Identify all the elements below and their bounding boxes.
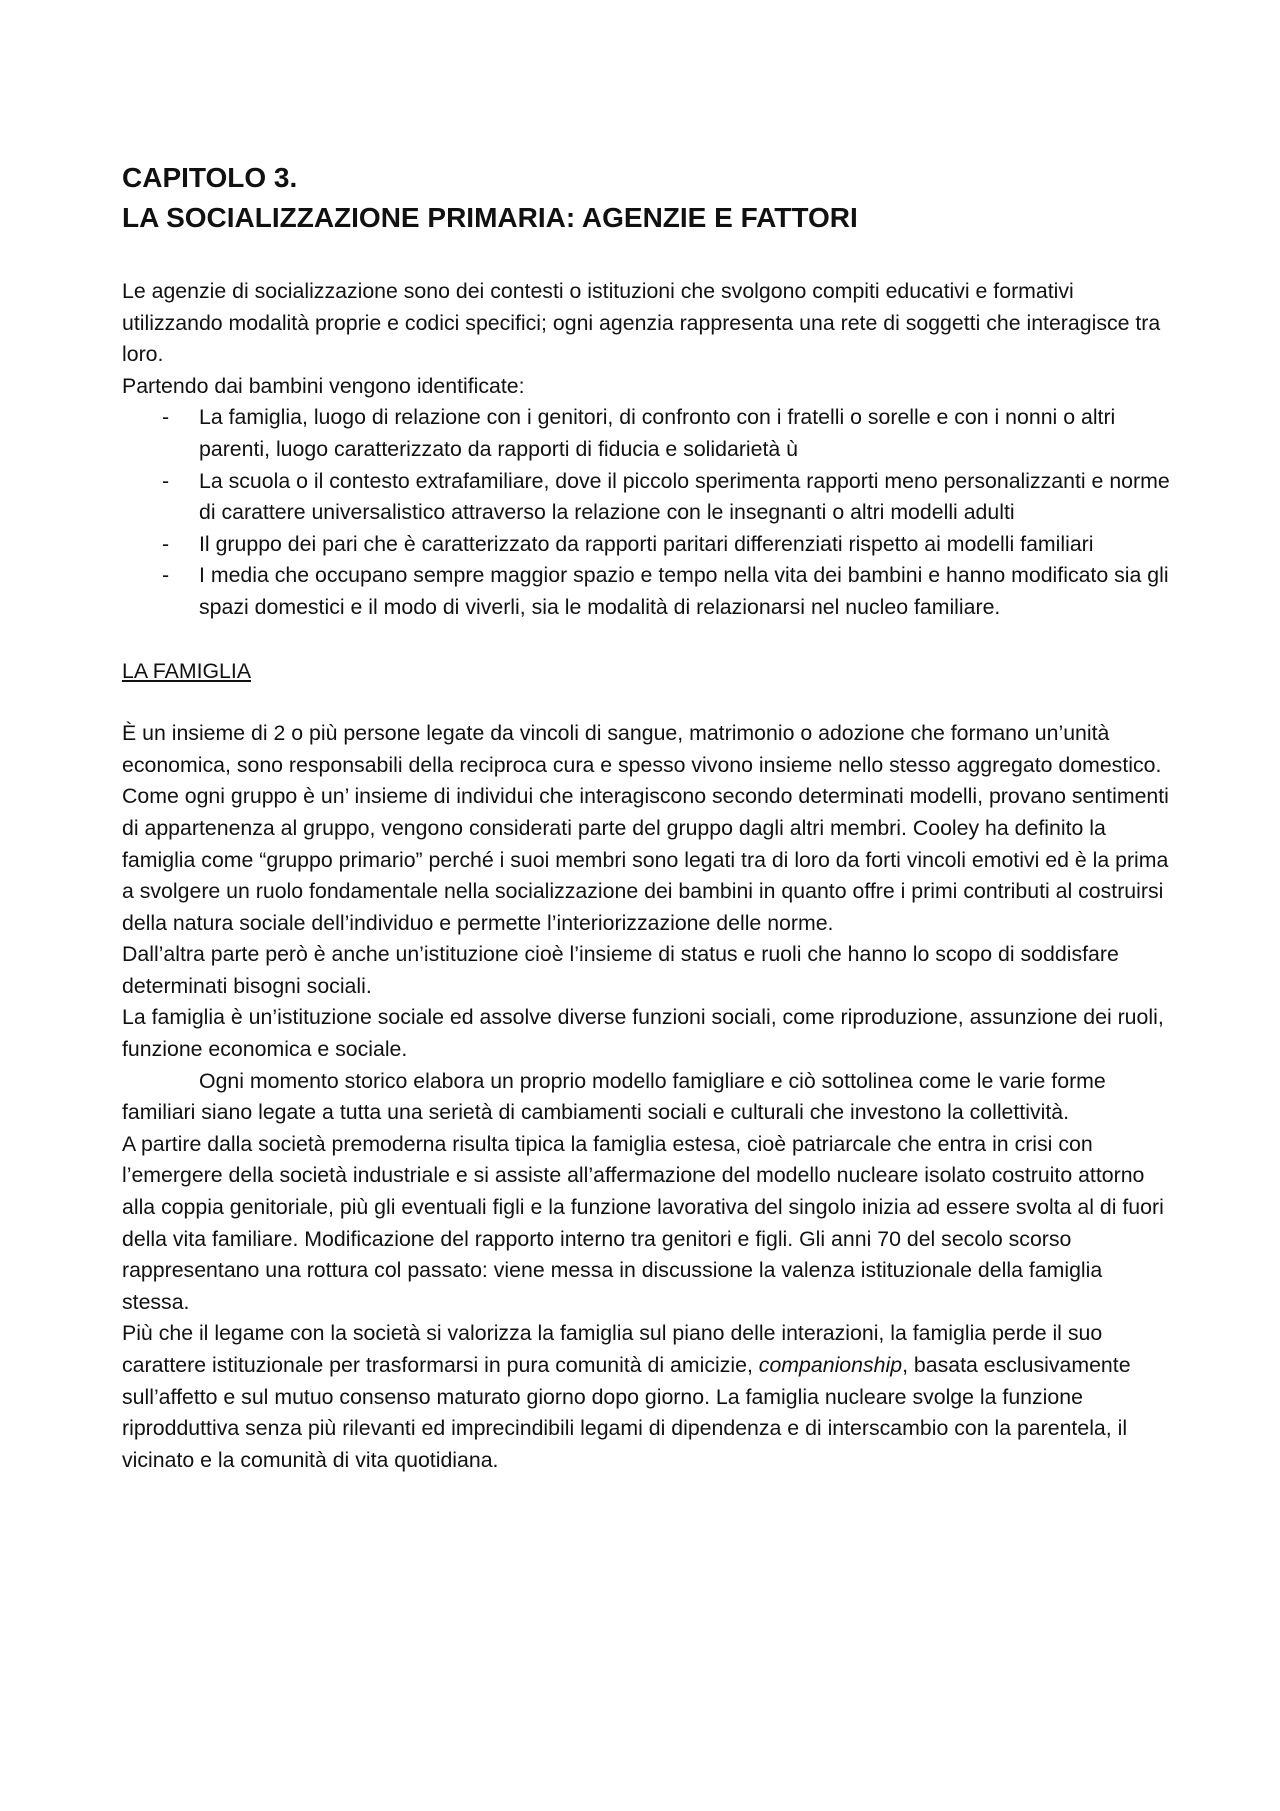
bullet-dash: - bbox=[162, 468, 170, 493]
list-item bbox=[122, 560, 1172, 623]
bullet-dash: - bbox=[162, 531, 170, 556]
chapter-title: LA SOCIALIZZAZIONE PRIMARIA: AGENZIE E FATTORI bbox=[122, 202, 858, 233]
famiglia-paragraph-5: A partire dalla società premoderna risulta tipica la famiglia estesa, cioè patriarcale che entra in crisi con l’emergere della società industriale e si assiste all’affermazione del modello nucleare isolato costruito attorno alla coppia genitoriale, più gli eventuali figli e la funzione lavorativa del singolo inizia ad essere svolta al di fuori della vita familiare. Modificazione del rapporto interno tra genitori e figli. Gli anni 70 del secolo scorso rappresentano una rottura col passato: viene messa in discussione la valenza istituzionale della famiglia stessa. bbox=[122, 1131, 1164, 1314]
famiglia-paragraph-2: Dall’altra parte però è anche un’istituzione cioè l’insieme di status e ruoli che hanno lo scopo di soddisfare determinati bisogni sociali. bbox=[122, 942, 1119, 998]
bullet-dash: - bbox=[162, 405, 170, 430]
blank-line bbox=[122, 624, 1172, 656]
list-item bbox=[122, 466, 1172, 529]
list-item bbox=[122, 529, 1172, 561]
famiglia-paragraph-1: È un insieme di 2 o più persone legate da vincoli di sangue, matrimonio o adozione che formano un’unità economica, sono responsabili della reciproca cura e spesso vivono insieme nello stesso aggregato domestico. Come ogni gruppo è un’ insieme di individui che interagiscono secondo determinati modelli, provano sentimenti di appartenenza al gruppo, vengono considerati parte del gruppo dagli altri membri. Cooley ha definito la famiglia come “gruppo primario” perché i suoi membri sono legati tra di loro da forti vincoli emotivi ed è la prima a svolgere un ruolo fondamentale nella socializzazione dei bambini in quanto offre i primi contributi al costruirsi della natura sociale dell’individuo e permette l’interiorizzazione delle norme. bbox=[122, 721, 1169, 935]
famiglia-paragraph-4: Ogni momento storico elabora un proprio modello famigliare e ciò sottolinea come le varie forme familiari siano legate a tutta una serietà di cambiamenti sociali e culturali che investono la collettività. bbox=[122, 1068, 1106, 1125]
agencies-list bbox=[122, 402, 1172, 623]
paragraph-text-after: , basata esclusivamente sull’affetto e sul mutuo consenso maturato giorno dopo giorno. La famiglia nucleare svolge la funzione riprodduttiva senza più rilevanti ed imprecindibili legami di dipendenza e di interscambio con la parentela, il vicinato e la comunità di vita quotidiana. bbox=[122, 1353, 1131, 1472]
famiglia-paragraph-6 bbox=[122, 1318, 1172, 1476]
list-item-text: La famiglia, luogo di relazione con i genitori, di confronto con i fratelli o sorelle e con i nonni o altri parenti, luogo caratterizzato da rapporti di fiducia e solidarietà ù bbox=[199, 405, 1116, 461]
list-item-text: Il gruppo dei pari che è caratterizzato da rapporti paritari differenziati rispetto ai modelli familiari bbox=[199, 531, 1094, 556]
famiglia-paragraph-3: La famiglia è un’istituzione sociale ed assolve diverse funzioni sociali, come riproduzione, assunzione dei ruoli, funzione economica e sociale. bbox=[122, 1005, 1164, 1062]
bullet-dash: - bbox=[162, 563, 170, 588]
chapter-number: CAPITOLO 3. bbox=[122, 162, 298, 193]
list-item-text: I media che occupano sempre maggior spazio e tempo nella vita dei bambini e hanno modificato sia gli spazi domestici e il modo di viverli, sia le modalità di relazionarsi nel nucleo familiare. bbox=[199, 563, 1169, 619]
list-item-text: La scuola o il contesto extrafamiliare, dove il piccolo sperimenta rapporti meno personalizzanti e norme di carattere universalistico attraverso la relazione con le insegnanti o altri modelli adulti bbox=[199, 468, 1170, 525]
intro-paragraph: Le agenzie di socializzazione sono dei contesti o istituzioni che svolgono compiti educativi e formativi utilizzando modalità proprie e codici specifici; ogni agenzia rappresenta una rete di soggetti che interagisce tra loro. bbox=[122, 279, 1161, 367]
section-heading: LA FAMIGLIA bbox=[122, 658, 252, 683]
list-item bbox=[122, 402, 1172, 465]
emphasized-term: companionship bbox=[758, 1353, 903, 1377]
paragraph-text-before: Più che il legame con la società si valorizza la famiglia sul piano delle interazioni, la famiglia perde il suo carattere istituzionale per trasformarsi in pura comunità di amicizie, bbox=[122, 1321, 1103, 1377]
list-lead: Partendo dai bambini vengono identificate: bbox=[122, 373, 525, 398]
blank-line bbox=[122, 687, 1172, 718]
document-page bbox=[122, 158, 1172, 1476]
